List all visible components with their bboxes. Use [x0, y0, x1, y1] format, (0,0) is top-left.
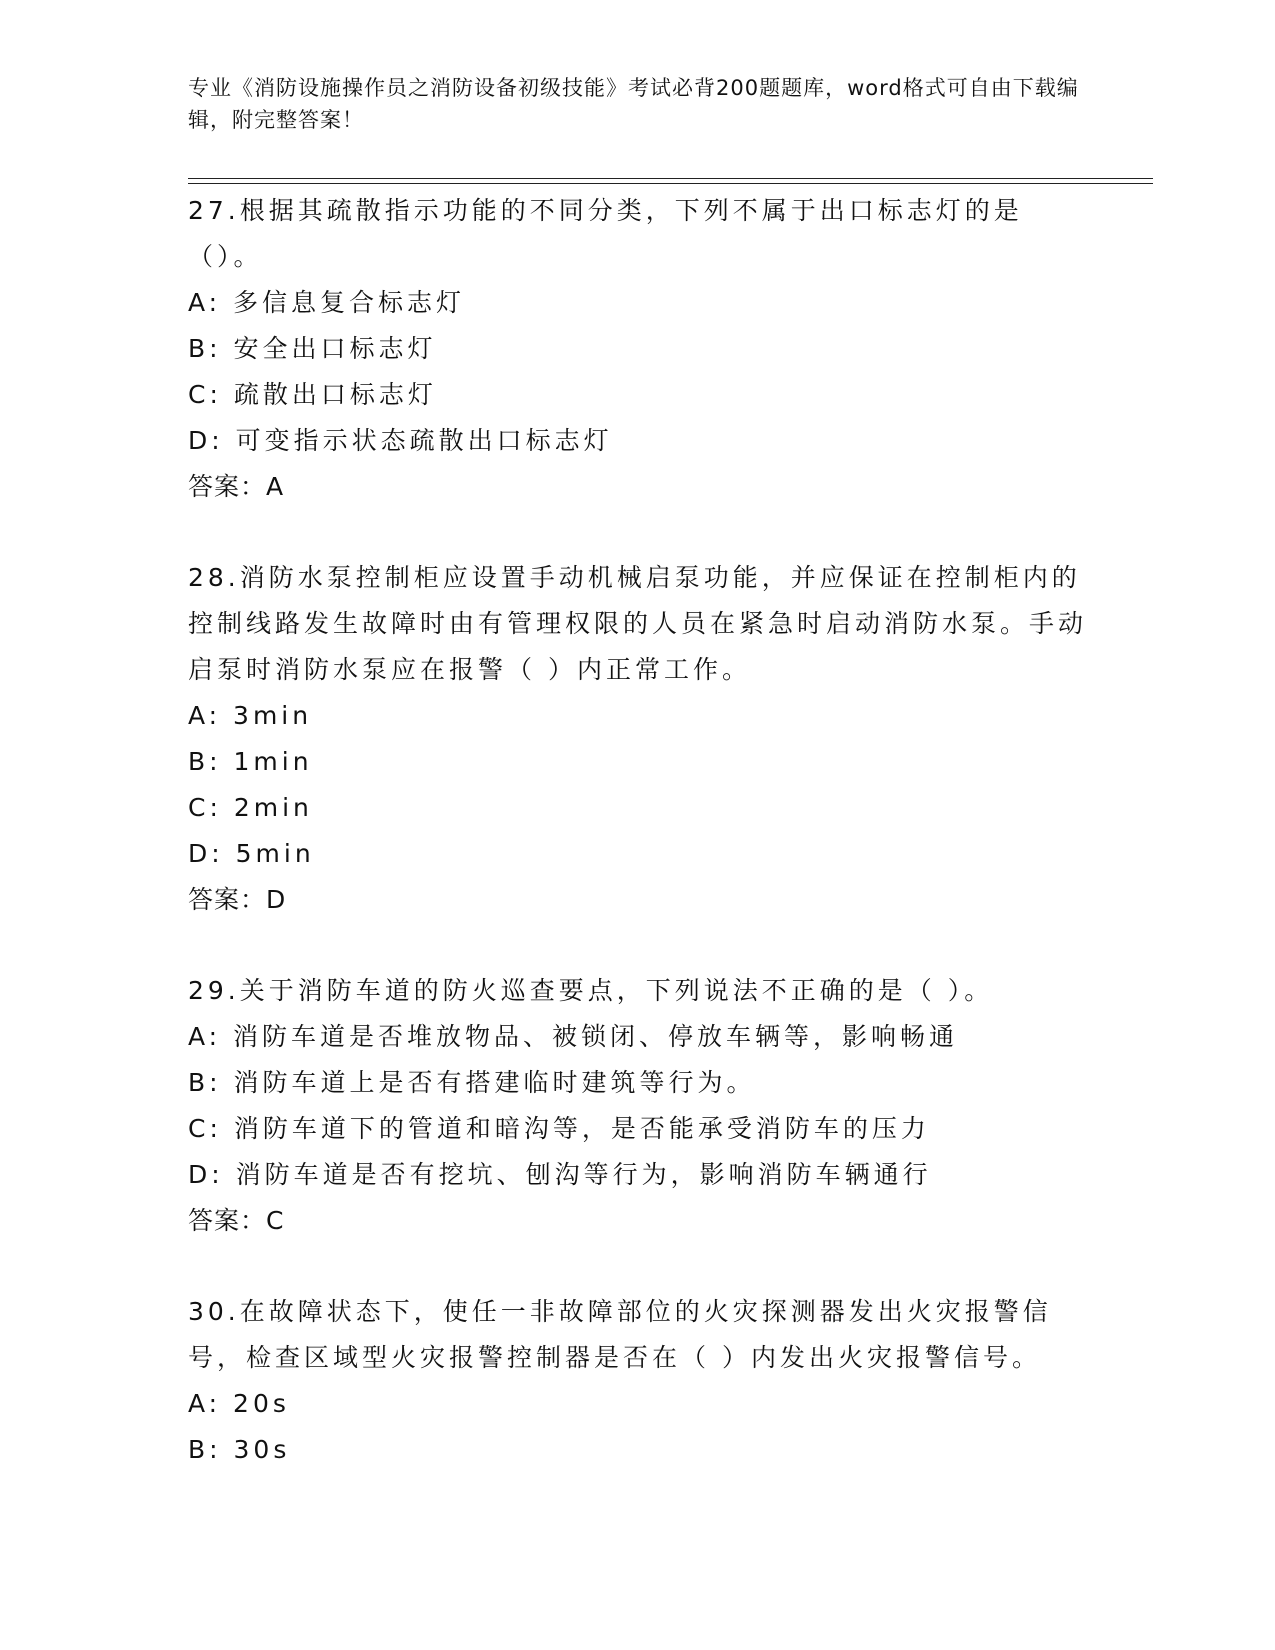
option-b: B: 30s — [188, 1435, 291, 1464]
option-d: D: 可变指示状态疏散出口标志灯 — [188, 426, 613, 455]
option-a: A: 多信息复合标志灯 — [188, 288, 466, 317]
document-header: 专业《消防设施操作员之消防设备初级技能》考试必背200题题库，word格式可自由下载编辑，附完整答案！ — [188, 76, 1079, 132]
header-rule-top — [188, 178, 1153, 179]
option-a: A: 3min — [188, 701, 313, 730]
option-d: D: 5min — [188, 839, 315, 868]
option-c: C: 疏散出口标志灯 — [188, 380, 437, 409]
option-b: B: 消防车道上是否有搭建临时建筑等行为。 — [188, 1068, 756, 1097]
question-stem: 30.在故障状态下，使任一非故障部位的火灾探测器发出火灾报警信号，检查区域型火灾报警控制器是否在（ ）内发出火灾报警信号。 — [188, 1297, 1052, 1372]
option-b: B: 1min — [188, 747, 313, 776]
question-spacer — [188, 510, 1088, 555]
question-stem: 29.关于消防车道的防火巡查要点，下列说法不正确的是（ ）。 — [188, 976, 994, 1005]
question-list — [188, 188, 1088, 1473]
question-30 — [188, 1289, 1088, 1473]
question-28 — [188, 555, 1088, 923]
answer-line: 答案：C — [188, 1206, 285, 1235]
question-stem: 28.消防水泵控制柜应设置手动机械启泵功能，并应保证在控制柜内的控制线路发生故障时由有管理权限的人员在紧急时启动消防水泵。手动启泵时消防水泵应在报警（ ）内正常工作。 — [188, 563, 1088, 684]
option-c: C: 消防车道下的管道和暗沟等，是否能承受消防车的压力 — [188, 1114, 930, 1143]
question-29 — [188, 968, 1088, 1244]
question-spacer — [188, 1244, 1088, 1289]
answer-line: 答案：D — [188, 885, 287, 914]
question-spacer — [188, 923, 1088, 968]
question-27 — [188, 188, 1088, 510]
header-rule-bottom — [188, 183, 1153, 184]
answer-line: 答案：A — [188, 472, 285, 501]
option-d: D: 消防车道是否有挖坑、刨沟等行为，影响消防车辆通行 — [188, 1160, 932, 1189]
option-b: B: 安全出口标志灯 — [188, 334, 437, 363]
option-a: A: 20s — [188, 1389, 290, 1418]
option-c: C: 2min — [188, 793, 313, 822]
option-a: A: 消防车道是否堆放物品、被锁闭、停放车辆等，影响畅通 — [188, 1022, 959, 1051]
question-stem: 27.根据其疏散指示功能的不同分类，下列不属于出口标志灯的是（）。 — [188, 196, 1023, 271]
